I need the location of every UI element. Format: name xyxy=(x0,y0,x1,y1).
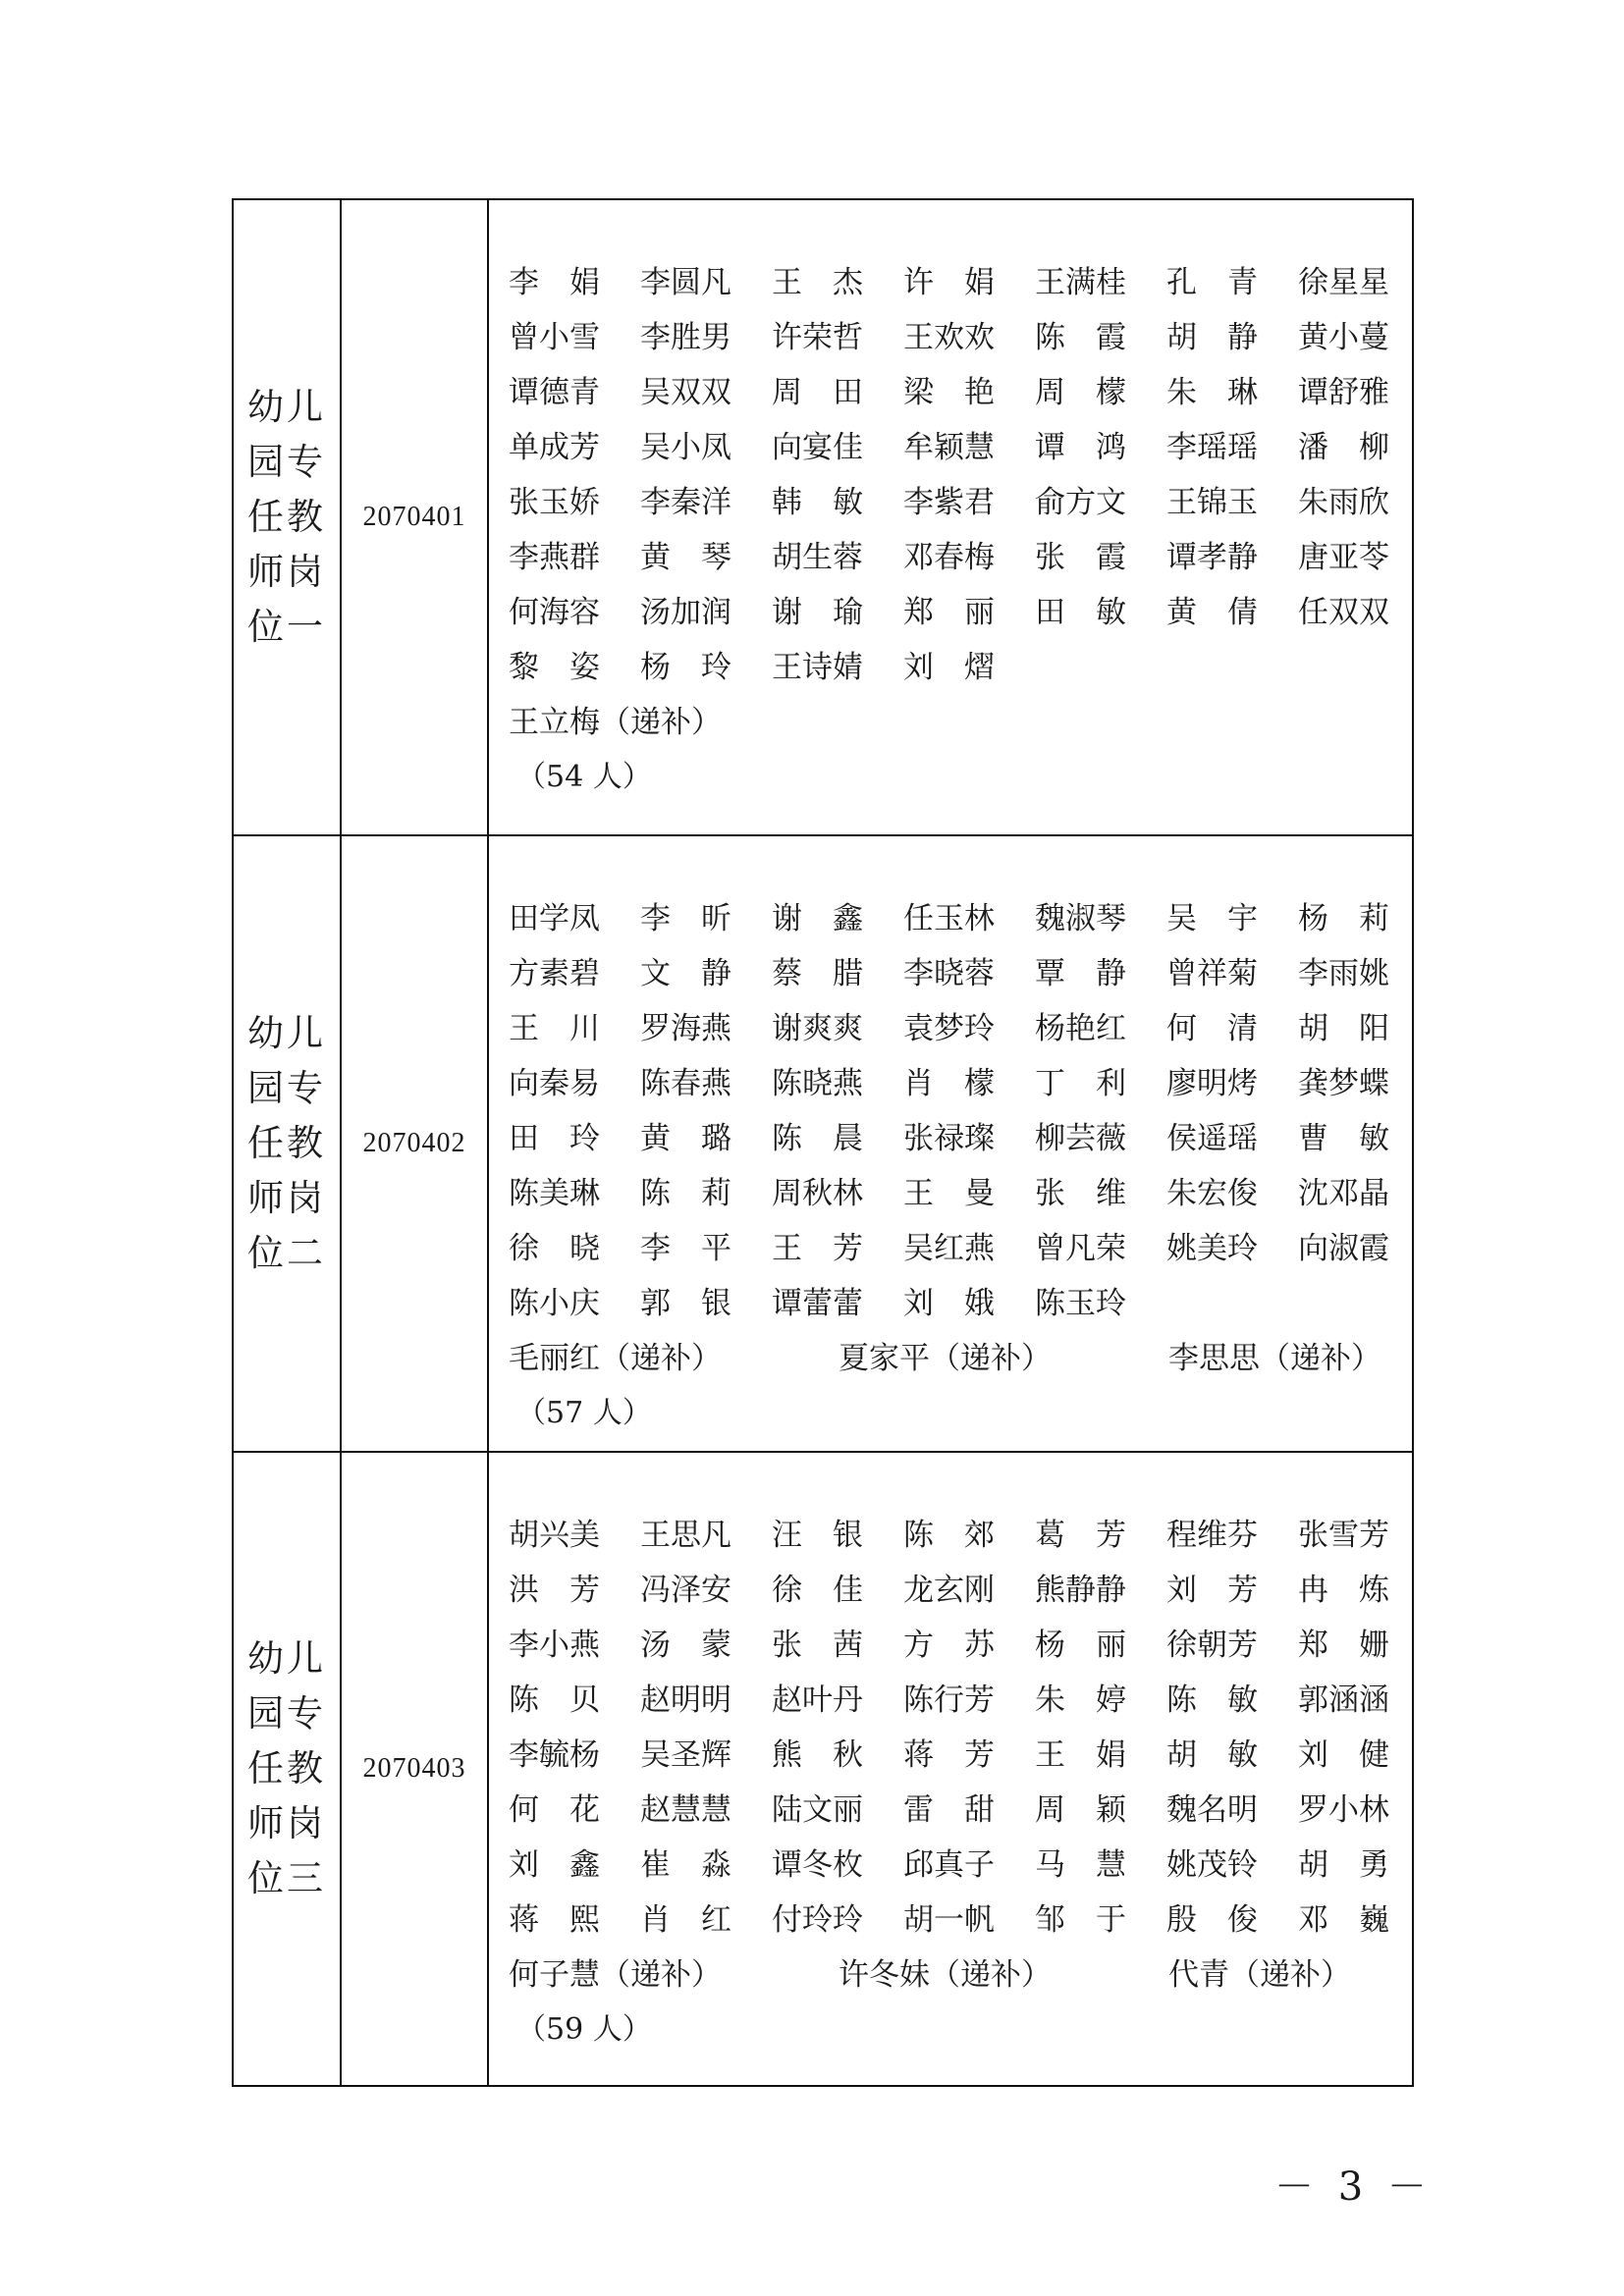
substitute-name: 李思思（递补） xyxy=(1168,1341,1381,1376)
candidate-name: 刘 芳 xyxy=(1166,1573,1258,1608)
candidate-name: 王 曼 xyxy=(903,1176,995,1211)
position-title xyxy=(234,1631,340,1906)
names-cell xyxy=(488,199,1413,835)
candidate-name: 王满桂 xyxy=(1035,265,1126,300)
position-title-line: 师岗 xyxy=(247,1177,326,1219)
candidate-name: 田 敏 xyxy=(1035,595,1126,630)
candidate-name: 张 维 xyxy=(1035,1176,1126,1211)
candidate-name: 曾凡荣 xyxy=(1035,1231,1126,1266)
candidate-name: 谭冬枚 xyxy=(772,1847,863,1883)
substitute-name: 王立梅（递补） xyxy=(509,705,722,740)
candidate-name: 熊 秋 xyxy=(772,1737,863,1773)
candidate-name: 孔 青 xyxy=(1166,265,1258,300)
candidate-name: 侯遥瑶 xyxy=(1166,1121,1258,1156)
candidate-name: 谭 鸿 xyxy=(1035,430,1126,465)
substitute-list xyxy=(509,1331,1400,1386)
candidate-name: 陈玉玲 xyxy=(1035,1286,1126,1321)
candidate-name: 胡 阳 xyxy=(1298,1011,1389,1046)
candidate-name: 赵叶丹 xyxy=(772,1682,863,1718)
candidate-name: 蔡 腊 xyxy=(772,956,863,991)
candidate-name: 郑 姗 xyxy=(1298,1628,1389,1663)
candidate-name: 邱真子 xyxy=(903,1847,995,1883)
position-cell xyxy=(233,199,341,835)
candidate-name: 吴圣辉 xyxy=(640,1737,731,1773)
candidate-name: 王锦玉 xyxy=(1166,485,1258,520)
candidate-name: 胡 敏 xyxy=(1166,1737,1258,1773)
page-number: － 3 － xyxy=(1274,2164,1433,2210)
candidate-name: 陈 敏 xyxy=(1166,1682,1258,1718)
substitute-list xyxy=(509,695,1400,750)
headcount: （54 人） xyxy=(516,760,652,794)
candidate-name: 刘 娥 xyxy=(903,1286,995,1321)
candidate-name: 付玲玲 xyxy=(772,1902,863,1938)
position-title-line: 位一 xyxy=(247,606,326,648)
position-title-line: 位三 xyxy=(247,1857,326,1899)
candidate-name: 徐朝芳 xyxy=(1166,1628,1258,1663)
candidate-name: 罗海燕 xyxy=(640,1011,731,1046)
candidate-name: 杨 丽 xyxy=(1035,1628,1126,1663)
candidate-name: 向秦易 xyxy=(509,1066,600,1101)
name-list xyxy=(509,255,1400,695)
name-list xyxy=(509,891,1400,1331)
candidate-name: 葛 芳 xyxy=(1035,1518,1126,1553)
substitute-name: 许冬妹（递补） xyxy=(839,1957,1052,1993)
candidate-name: 龙玄刚 xyxy=(903,1573,995,1608)
candidate-name: 许 娟 xyxy=(903,265,995,300)
candidate-name: 邹 于 xyxy=(1035,1902,1126,1938)
candidate-name: 李 昕 xyxy=(640,901,731,936)
candidate-name: 曾祥菊 xyxy=(1166,956,1258,991)
candidate-name: 汤 蒙 xyxy=(640,1628,731,1663)
candidate-name: 田 玲 xyxy=(509,1121,600,1156)
candidate-name: 李胜男 xyxy=(640,320,731,355)
candidate-name: 郑 丽 xyxy=(903,595,995,630)
candidate-name: 廖明烤 xyxy=(1166,1066,1258,1101)
candidate-name: 陈晓燕 xyxy=(772,1066,863,1101)
candidate-name: 周 颖 xyxy=(1035,1792,1126,1828)
position-title-line: 任教 xyxy=(247,1122,326,1164)
candidate-name: 王 娟 xyxy=(1035,1737,1126,1773)
table-row xyxy=(233,835,1413,1452)
candidate-name: 王 芳 xyxy=(772,1231,863,1266)
candidate-name: 任玉林 xyxy=(903,901,995,936)
name-list xyxy=(509,1508,1400,1948)
candidate-name: 朱雨欣 xyxy=(1298,485,1389,520)
recruitment-list-table xyxy=(232,198,1414,2087)
candidate-name: 谭孝静 xyxy=(1166,540,1258,575)
candidate-name: 梁 艳 xyxy=(903,375,995,410)
candidate-name: 杨 莉 xyxy=(1298,901,1389,936)
candidate-name: 覃 静 xyxy=(1035,956,1126,991)
candidate-name: 张 霞 xyxy=(1035,540,1126,575)
candidate-name: 魏名明 xyxy=(1166,1792,1258,1828)
candidate-name: 李 平 xyxy=(640,1231,731,1266)
candidate-name: 罗小林 xyxy=(1298,1792,1389,1828)
table-row xyxy=(233,1452,1413,2086)
candidate-name: 俞方文 xyxy=(1035,485,1126,520)
candidate-name: 任双双 xyxy=(1298,595,1389,630)
candidate-name: 张玉娇 xyxy=(509,485,600,520)
position-title-line: 园专 xyxy=(247,1067,326,1109)
candidate-name: 邓春梅 xyxy=(903,540,995,575)
candidate-name: 徐星星 xyxy=(1298,265,1389,300)
headcount: （57 人） xyxy=(516,1396,652,1430)
candidate-name: 赵明明 xyxy=(640,1682,731,1718)
candidate-name: 刘 鑫 xyxy=(509,1847,600,1883)
candidate-name: 黎 姿 xyxy=(509,650,600,685)
candidate-name: 杨 玲 xyxy=(640,650,731,685)
candidate-name: 李小燕 xyxy=(509,1628,600,1663)
candidate-name: 王诗婧 xyxy=(772,650,863,685)
candidate-name: 杨艳红 xyxy=(1035,1011,1126,1046)
candidate-name: 丁 利 xyxy=(1035,1066,1126,1101)
candidate-name: 冉 炼 xyxy=(1298,1573,1389,1608)
candidate-name: 魏淑琴 xyxy=(1035,901,1126,936)
candidate-name: 张禄璨 xyxy=(903,1121,995,1156)
candidate-name: 田学凤 xyxy=(509,901,600,936)
position-title-line: 任教 xyxy=(247,496,326,538)
candidate-name: 陈 莉 xyxy=(640,1176,731,1211)
candidate-name: 周 檬 xyxy=(1035,375,1126,410)
candidate-name: 谭舒雅 xyxy=(1298,375,1389,410)
candidate-name: 牟颖慧 xyxy=(903,430,995,465)
candidate-name: 胡一帆 xyxy=(903,1902,995,1938)
candidate-name: 蒋 熙 xyxy=(509,1902,600,1938)
candidate-name: 龚梦蝶 xyxy=(1298,1066,1389,1101)
position-title-line: 园专 xyxy=(247,1692,326,1735)
candidate-name: 徐 佳 xyxy=(772,1573,863,1608)
candidate-name: 谢 瑜 xyxy=(772,595,863,630)
candidate-name: 殷 俊 xyxy=(1166,1902,1258,1938)
candidate-name: 何海容 xyxy=(509,595,600,630)
position-cell xyxy=(233,835,341,1452)
candidate-name: 李毓杨 xyxy=(509,1737,600,1773)
candidate-name: 方 苏 xyxy=(903,1628,995,1663)
candidate-name: 谢 鑫 xyxy=(772,901,863,936)
candidate-name: 王欢欢 xyxy=(903,320,995,355)
position-title-line: 师岗 xyxy=(247,551,326,593)
candidate-name: 方素碧 xyxy=(509,956,600,991)
position-title-line: 幼儿 xyxy=(247,386,326,428)
candidate-name: 李秦洋 xyxy=(640,485,731,520)
position-title-line: 园专 xyxy=(247,441,326,483)
candidate-name: 汤加润 xyxy=(640,595,731,630)
candidate-name: 吴红燕 xyxy=(903,1231,995,1266)
position-code: 2070401 xyxy=(341,199,488,835)
candidate-name: 朱宏俊 xyxy=(1166,1176,1258,1211)
candidate-name: 王 川 xyxy=(509,1011,600,1046)
candidate-name: 李紫君 xyxy=(903,485,995,520)
candidate-name: 洪 芳 xyxy=(509,1573,600,1608)
candidate-name: 胡兴美 xyxy=(509,1518,600,1553)
candidate-name: 单成芳 xyxy=(509,430,600,465)
candidate-name: 张雪芳 xyxy=(1298,1518,1389,1553)
candidate-name: 曾小雪 xyxy=(509,320,600,355)
candidate-name: 王思凡 xyxy=(640,1518,731,1553)
candidate-name: 胡 勇 xyxy=(1298,1847,1389,1883)
position-cell xyxy=(233,1452,341,2086)
names-cell xyxy=(488,1452,1413,2086)
candidate-name: 陈美琳 xyxy=(509,1176,600,1211)
candidate-name: 李雨姚 xyxy=(1298,956,1389,991)
candidate-name: 汪 银 xyxy=(772,1518,863,1553)
candidate-name: 陈春燕 xyxy=(640,1066,731,1101)
candidate-name: 刘 健 xyxy=(1298,1737,1389,1773)
candidate-name: 文 静 xyxy=(640,956,731,991)
candidate-name: 胡生蓉 xyxy=(772,540,863,575)
candidate-name: 谭蕾蕾 xyxy=(772,1286,863,1321)
candidate-name: 赵慧慧 xyxy=(640,1792,731,1828)
candidate-name: 肖 红 xyxy=(640,1902,731,1938)
candidate-name: 李燕群 xyxy=(509,540,600,575)
candidate-name: 陈 霞 xyxy=(1035,320,1126,355)
candidate-name: 陈 郊 xyxy=(903,1518,995,1553)
substitute-name: 毛丽红（递补） xyxy=(509,1341,722,1376)
candidate-name: 吴小凤 xyxy=(640,430,731,465)
candidate-name: 肖 檬 xyxy=(903,1066,995,1101)
substitute-name: 何子慧（递补） xyxy=(509,1957,722,1993)
candidate-name: 郭 银 xyxy=(640,1286,731,1321)
candidate-name: 吴双双 xyxy=(640,375,731,410)
candidate-name: 吴 宇 xyxy=(1166,901,1258,936)
candidate-name: 陈 晨 xyxy=(772,1121,863,1156)
position-title-line: 位二 xyxy=(247,1232,326,1274)
candidate-name: 胡 静 xyxy=(1166,320,1258,355)
candidate-name: 徐 晓 xyxy=(509,1231,600,1266)
candidate-name: 雷 甜 xyxy=(903,1792,995,1828)
candidate-name: 冯泽安 xyxy=(640,1573,731,1608)
candidate-name: 朱 琳 xyxy=(1166,375,1258,410)
headcount: （59 人） xyxy=(516,2012,652,2047)
candidate-name: 许荣哲 xyxy=(772,320,863,355)
position-code: 2070403 xyxy=(341,1452,488,2086)
candidate-name: 潘 柳 xyxy=(1298,430,1389,465)
substitute-name: 代青（递补） xyxy=(1168,1957,1351,1993)
substitute-list xyxy=(509,1948,1400,2002)
candidate-name: 邓 巍 xyxy=(1298,1902,1389,1938)
candidate-name: 蒋 芳 xyxy=(903,1737,995,1773)
position-title-line: 师岗 xyxy=(247,1802,326,1844)
candidate-name: 朱 婷 xyxy=(1035,1682,1126,1718)
position-title xyxy=(234,380,340,655)
candidate-name: 李晓蓉 xyxy=(903,956,995,991)
candidate-name: 沈邓晶 xyxy=(1298,1176,1389,1211)
candidate-name: 陆文丽 xyxy=(772,1792,863,1828)
candidate-name: 李 娟 xyxy=(509,265,600,300)
candidate-name: 黄 倩 xyxy=(1166,595,1258,630)
position-code: 2070402 xyxy=(341,835,488,1452)
candidate-name: 李圆凡 xyxy=(640,265,731,300)
candidate-name: 黄小蔓 xyxy=(1298,320,1389,355)
candidate-name: 向淑霞 xyxy=(1298,1231,1389,1266)
candidate-name: 黄 璐 xyxy=(640,1121,731,1156)
candidate-name: 陈小庆 xyxy=(509,1286,600,1321)
candidate-name: 唐亚苓 xyxy=(1298,540,1389,575)
candidate-name: 姚美玲 xyxy=(1166,1231,1258,1266)
candidate-name: 何 花 xyxy=(509,1792,600,1828)
position-title xyxy=(234,1006,340,1281)
candidate-name: 谭德青 xyxy=(509,375,600,410)
candidate-name: 程维芬 xyxy=(1166,1518,1258,1553)
candidate-name: 刘 熠 xyxy=(903,650,995,685)
candidate-name: 黄 琴 xyxy=(640,540,731,575)
candidate-name: 韩 敏 xyxy=(772,485,863,520)
table-row xyxy=(233,199,1413,835)
candidate-name: 李瑶瑶 xyxy=(1166,430,1258,465)
candidate-name: 周秋林 xyxy=(772,1176,863,1211)
candidate-name: 郭涵涵 xyxy=(1298,1682,1389,1718)
candidate-name: 周 田 xyxy=(772,375,863,410)
candidate-name: 袁梦玲 xyxy=(903,1011,995,1046)
substitute-name: 夏家平（递补） xyxy=(839,1341,1052,1376)
candidate-name: 陈行芳 xyxy=(903,1682,995,1718)
candidate-name: 熊静静 xyxy=(1035,1573,1126,1608)
candidate-name: 向宴佳 xyxy=(772,430,863,465)
candidate-name: 谢爽爽 xyxy=(772,1011,863,1046)
candidate-name: 曹 敏 xyxy=(1298,1121,1389,1156)
candidate-name: 张 茜 xyxy=(772,1628,863,1663)
position-title-line: 幼儿 xyxy=(247,1637,326,1680)
candidate-name: 何 清 xyxy=(1166,1011,1258,1046)
candidate-name: 姚茂铃 xyxy=(1166,1847,1258,1883)
position-title-line: 任教 xyxy=(247,1747,326,1789)
candidate-name: 柳芸薇 xyxy=(1035,1121,1126,1156)
names-cell xyxy=(488,835,1413,1452)
position-title-line: 幼儿 xyxy=(247,1012,326,1054)
candidate-name: 马 慧 xyxy=(1035,1847,1126,1883)
candidate-name: 崔 淼 xyxy=(640,1847,731,1883)
candidate-name: 王 杰 xyxy=(772,265,863,300)
candidate-name: 陈 贝 xyxy=(509,1682,600,1718)
